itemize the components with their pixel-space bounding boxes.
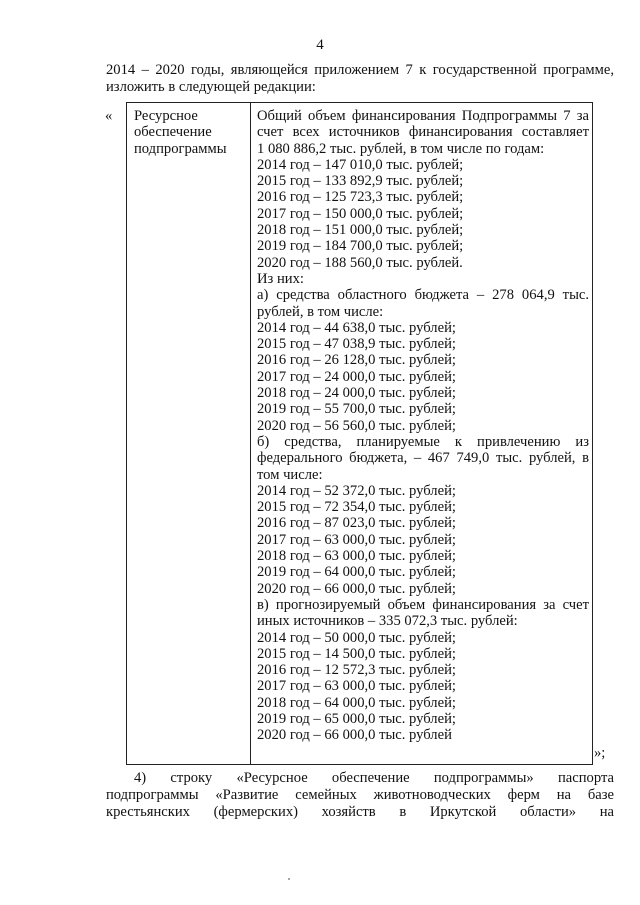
right-cell-line: 2020 год – 66 000,0 тыс. рублей; [257, 580, 456, 597]
right-cell-line: 2016 год – 125 723,3 тыс. рублей; [257, 189, 464, 206]
right-cell-line: 2019 год – 65 000,0 тыс. рублей; [257, 710, 456, 727]
right-cell-line: 2015 год – 47 038,9 тыс. рублей; [257, 336, 456, 353]
page-number: 4 [316, 37, 324, 53]
right-cell-line: 2016 год – 26 128,0 тыс. рублей; [257, 352, 456, 369]
right-cell-line: 2015 год – 14 500,0 тыс. рублей; [257, 645, 456, 662]
right-cell-line: 2019 год – 184 700,0 тыс. рублей; [257, 238, 464, 255]
right-cell [257, 108, 589, 744]
right-cell-line: 2017 год – 63 000,0 тыс. рублей; [257, 678, 456, 695]
left-cell-line: обеспечение [134, 124, 212, 141]
right-cell-line: 2018 год – 63 000,0 тыс. рублей; [257, 548, 456, 565]
right-cell-line: 2017 год – 63 000,0 тыс. рублей; [257, 531, 456, 548]
intro-line-1: 2014 – 2020 годы, являющейся приложением 7 к государственной программе, [106, 62, 614, 78]
right-cell-line: 2014 год – 44 638,0 тыс. рублей; [257, 319, 456, 336]
right-cell-line: 2018 год – 24 000,0 тыс. рублей; [257, 385, 456, 402]
right-cell-line: 2016 год – 87 023,0 тыс. рублей; [257, 515, 456, 532]
right-cell-line: 2014 год – 50 000,0 тыс. рублей; [257, 629, 456, 646]
right-cell-line: Из них: [257, 270, 304, 287]
scan-speck [288, 878, 290, 880]
right-cell-line: 2019 год – 55 700,0 тыс. рублей; [257, 401, 456, 418]
outro-line-1: 4) строку «Ресурсное обеспечение подпрограммы» паспорта [134, 770, 614, 786]
right-cell-line: 2014 год – 147 010,0 тыс. рублей; [257, 156, 464, 173]
right-cell-line: 2015 год – 133 892,9 тыс. рублей; [257, 173, 464, 190]
resource-table [126, 102, 593, 765]
right-cell-line: 2018 год – 151 000,0 тыс. рублей; [257, 222, 464, 239]
right-cell-line: 2016 год – 12 572,3 тыс. рублей; [257, 662, 456, 679]
right-cell-line: счет всех источников финансирования составляет [257, 124, 589, 141]
right-cell-line: 2020 год – 56 560,0 тыс. рублей; [257, 417, 456, 434]
right-cell-line: том числе: [257, 466, 323, 483]
intro-line-2: изложить в следующей редакции: [106, 79, 316, 95]
right-cell-line: иных источников – 335 072,3 тыс. рублей: [257, 613, 518, 630]
right-cell-line: рублей, в том числе: [257, 303, 384, 320]
right-cell-line: 2015 год – 72 354,0 тыс. рублей; [257, 499, 456, 516]
column-divider [250, 103, 251, 764]
right-cell-line: 2018 год – 64 000,0 тыс. рублей; [257, 694, 456, 711]
right-cell-line: в) прогнозируемый объем финансирования за счет [257, 596, 589, 613]
right-cell-line: Общий объем финансирования Подпрограммы 7 за [257, 108, 589, 124]
outro-line-3: крестьянских (фермерских) хозяйств в Иркутской области» на [106, 804, 614, 820]
left-cell-line: Ресурсное [134, 108, 198, 124]
quote-close: »; [594, 745, 606, 761]
right-cell-line: 2017 год – 24 000,0 тыс. рублей; [257, 368, 456, 385]
right-cell-line: 2014 год – 52 372,0 тыс. рублей; [257, 482, 456, 499]
right-cell-line: 2020 год – 188 560,0 тыс. рублей. [257, 254, 463, 271]
right-cell-line: а) средства областного бюджета – 278 064,9 тыс. [257, 287, 589, 304]
right-cell-line: 1 080 886,2 тыс. рублей, в том числе по годам: [257, 140, 545, 157]
right-cell-line: 2017 год – 150 000,0 тыс. рублей; [257, 205, 464, 222]
right-cell-line: федерального бюджета, – 467 749,0 тыс. рублей, в [257, 450, 589, 467]
right-cell-line: 2019 год – 64 000,0 тыс. рублей; [257, 564, 456, 581]
outro-line-2: подпрограммы «Развитие семейных животноводческих ферм на базе [106, 787, 614, 803]
quote-open: « [105, 108, 113, 124]
right-cell-line: б) средства, планируемые к привлечению из [257, 433, 589, 450]
left-cell [134, 108, 246, 157]
left-cell-line: подпрограммы [134, 140, 227, 157]
right-cell-line: 2020 год – 66 000,0 тыс. рублей [257, 727, 452, 744]
